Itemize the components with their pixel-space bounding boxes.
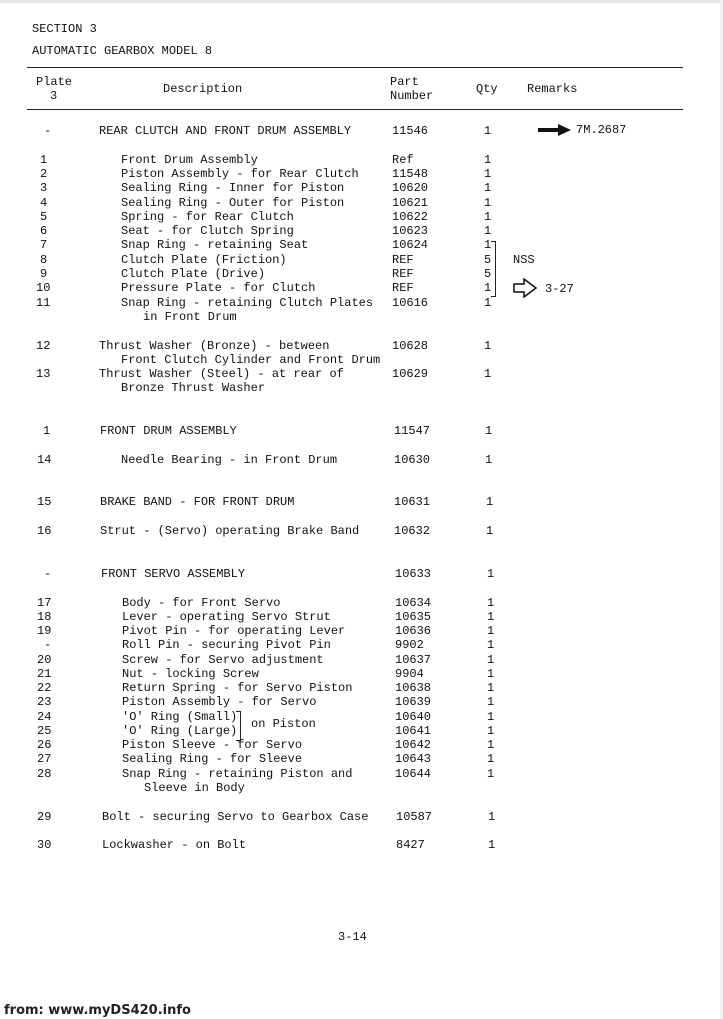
row-part-number: 10623 bbox=[392, 224, 429, 238]
row-description: Sealing Ring - Outer for Piston bbox=[121, 196, 345, 210]
row-description: Bolt - securing Servo to Gearbox Case bbox=[102, 810, 369, 824]
row-part-number: REF bbox=[392, 267, 414, 281]
row-plate: 25 bbox=[37, 724, 52, 738]
row-description-cont: Front Clutch Cylinder and Front Drum bbox=[121, 353, 381, 367]
row-qty: 1 bbox=[487, 710, 495, 724]
row-description: Piston Assembly - for Servo bbox=[122, 695, 317, 709]
row-part-number: 10641 bbox=[395, 724, 432, 738]
row-part-number: 10620 bbox=[392, 181, 429, 195]
row-part-number: REF bbox=[392, 281, 414, 295]
row-qty: 1 bbox=[487, 767, 495, 781]
row-plate: 20 bbox=[37, 653, 52, 667]
row-part-number: 10628 bbox=[392, 339, 429, 353]
row-part-number: 10631 bbox=[394, 495, 431, 509]
row-qty: 1 bbox=[488, 838, 496, 852]
row-qty: 1 bbox=[488, 810, 496, 824]
row-qty: 1 bbox=[486, 495, 494, 509]
row-description: Snap Ring - retaining Piston and bbox=[122, 767, 353, 781]
row-qty: 1 bbox=[487, 624, 495, 638]
row-description: Needle Bearing - in Front Drum bbox=[121, 453, 338, 467]
row-description: Seat - for Clutch Spring bbox=[121, 224, 294, 238]
row-plate: 12 bbox=[36, 339, 51, 353]
row-part-number: 10636 bbox=[395, 624, 432, 638]
row-plate: 29 bbox=[37, 810, 52, 824]
row-qty: 1 bbox=[484, 124, 492, 138]
row-plate: 21 bbox=[37, 667, 52, 681]
row-qty: 1 bbox=[485, 453, 493, 467]
row-description: Clutch Plate (Drive) bbox=[121, 267, 266, 281]
row-plate: 18 bbox=[37, 610, 52, 624]
row-description: Snap Ring - retaining Clutch Plates bbox=[121, 296, 374, 310]
row-part-number: 10630 bbox=[394, 453, 431, 467]
remark-see-page: 3-27 bbox=[545, 282, 574, 296]
row-qty: 1 bbox=[487, 567, 495, 581]
row-plate: - bbox=[44, 124, 52, 138]
row-part-number: 10637 bbox=[395, 653, 432, 667]
row-qty: 1 bbox=[487, 610, 495, 624]
remark-on-piston: on Piston bbox=[251, 717, 316, 731]
row-plate: 7 bbox=[40, 238, 48, 252]
row-description: Pivot Pin - for operating Lever bbox=[122, 624, 346, 638]
row-plate: 4 bbox=[40, 196, 48, 210]
row-plate: - bbox=[44, 567, 52, 581]
row-plate: 6 bbox=[40, 224, 48, 238]
row-qty: 1 bbox=[484, 167, 492, 181]
row-part-number: 11548 bbox=[392, 167, 429, 181]
row-description: Sealing Ring - Inner for Piston bbox=[121, 181, 345, 195]
row-part-number: 10644 bbox=[395, 767, 432, 781]
row-qty: 1 bbox=[484, 296, 492, 310]
section-title: SECTION 3 bbox=[32, 22, 97, 36]
row-description: Lever - operating Servo Strut bbox=[122, 610, 331, 624]
row-description: FRONT DRUM ASSEMBLY bbox=[100, 424, 237, 438]
header-top-rule bbox=[27, 67, 683, 68]
row-qty: 5 bbox=[484, 253, 492, 267]
remark-nss: NSS bbox=[513, 253, 535, 267]
row-description: Body - for Front Servo bbox=[122, 596, 281, 610]
row-qty: 1 bbox=[484, 281, 492, 295]
o-ring-bracket bbox=[236, 711, 241, 741]
row-qty: 1 bbox=[484, 196, 492, 210]
row-qty: 5 bbox=[484, 267, 492, 281]
row-plate: 23 bbox=[37, 695, 52, 709]
row-description: Return Spring - for Servo Piston bbox=[122, 681, 353, 695]
row-description: Thrust Washer (Steel) - at rear of bbox=[99, 367, 344, 381]
row-plate: - bbox=[44, 638, 52, 652]
row-description: 'O' Ring (Large) bbox=[122, 724, 238, 738]
row-description: Strut - (Servo) operating Brake Band bbox=[100, 524, 360, 538]
row-qty: 1 bbox=[487, 681, 495, 695]
row-description: Clutch Plate (Friction) bbox=[121, 253, 287, 267]
row-qty: 1 bbox=[484, 181, 492, 195]
row-qty: 1 bbox=[484, 153, 492, 167]
remark-supersede: 7M.2687 bbox=[576, 123, 627, 137]
row-part-number: 10621 bbox=[392, 196, 429, 210]
row-qty: 1 bbox=[484, 339, 492, 353]
model-title: AUTOMATIC GEARBOX MODEL 8 bbox=[32, 44, 213, 58]
col-description: Description bbox=[163, 82, 243, 96]
nss-bracket bbox=[491, 241, 496, 297]
row-plate: 26 bbox=[37, 738, 52, 752]
row-part-number: 10622 bbox=[392, 210, 429, 224]
row-qty: 1 bbox=[487, 667, 495, 681]
row-qty: 1 bbox=[484, 224, 492, 238]
col-remarks: Remarks bbox=[527, 82, 578, 96]
row-description: Piston Sleeve - for Servo bbox=[122, 738, 303, 752]
row-description: Nut - locking Screw bbox=[122, 667, 259, 681]
row-qty: 1 bbox=[484, 210, 492, 224]
row-description: Thrust Washer (Bronze) - between bbox=[99, 339, 330, 353]
col-part-line1: Part bbox=[390, 75, 419, 89]
row-plate: 11 bbox=[36, 296, 51, 310]
row-part-number: 10643 bbox=[395, 752, 432, 766]
arrow-right-outline-icon bbox=[512, 278, 538, 298]
row-description: Front Drum Assembly bbox=[121, 153, 258, 167]
row-description-cont: Bronze Thrust Washer bbox=[121, 381, 266, 395]
arrow-right-solid-icon bbox=[538, 123, 572, 137]
row-plate: 2 bbox=[40, 167, 48, 181]
row-description: Spring - for Rear Clutch bbox=[121, 210, 294, 224]
row-qty: 1 bbox=[484, 367, 492, 381]
row-part-number: 10638 bbox=[395, 681, 432, 695]
row-part-number: REF bbox=[392, 253, 414, 267]
row-description: Lockwasher - on Bolt bbox=[102, 838, 247, 852]
row-qty: 1 bbox=[485, 424, 493, 438]
row-plate: 15 bbox=[37, 495, 52, 509]
row-plate: 17 bbox=[37, 596, 52, 610]
row-plate: 22 bbox=[37, 681, 52, 695]
row-qty: 1 bbox=[487, 596, 495, 610]
row-description-cont: in Front Drum bbox=[143, 310, 237, 324]
row-plate: 14 bbox=[37, 453, 52, 467]
source-footer: from: www.myDS420.info bbox=[4, 1003, 191, 1018]
row-description: FRONT SERVO ASSEMBLY bbox=[101, 567, 246, 581]
row-description: BRAKE BAND - FOR FRONT DRUM bbox=[100, 495, 295, 509]
row-description: Screw - for Servo adjustment bbox=[122, 653, 324, 667]
row-part-number: 9902 bbox=[395, 638, 424, 652]
row-plate: 28 bbox=[37, 767, 52, 781]
row-qty: 1 bbox=[487, 724, 495, 738]
row-description-cont: Sleeve in Body bbox=[144, 781, 245, 795]
row-part-number: 10634 bbox=[395, 596, 432, 610]
row-plate: 19 bbox=[37, 624, 52, 638]
row-part-number: 10629 bbox=[392, 367, 429, 381]
row-description: Piston Assembly - for Rear Clutch bbox=[121, 167, 359, 181]
col-plate-line2: 3 bbox=[50, 89, 58, 103]
col-part-line2: Number bbox=[390, 89, 434, 103]
page-number: 3-14 bbox=[338, 930, 367, 944]
row-plate: 9 bbox=[40, 267, 48, 281]
row-part-number: 10632 bbox=[394, 524, 431, 538]
row-part-number: 10624 bbox=[392, 238, 429, 252]
row-description: Roll Pin - securing Pivot Pin bbox=[122, 638, 331, 652]
row-plate: 8 bbox=[40, 253, 48, 267]
row-qty: 1 bbox=[484, 238, 492, 252]
row-plate: 30 bbox=[37, 838, 52, 852]
header-bottom-rule bbox=[27, 109, 683, 110]
row-plate: 24 bbox=[37, 710, 52, 724]
row-plate: 1 bbox=[40, 153, 48, 167]
row-qty: 1 bbox=[487, 738, 495, 752]
row-part-number: 8427 bbox=[396, 838, 425, 852]
row-part-number: Ref bbox=[392, 153, 414, 167]
col-plate-line1: Plate bbox=[36, 75, 73, 89]
row-plate: 13 bbox=[36, 367, 51, 381]
row-part-number: 11547 bbox=[394, 424, 431, 438]
row-description: Pressure Plate - for Clutch bbox=[121, 281, 316, 295]
row-description: REAR CLUTCH AND FRONT DRUM ASSEMBLY bbox=[99, 124, 352, 138]
row-description: Sealing Ring - for Sleeve bbox=[122, 752, 303, 766]
row-qty: 1 bbox=[486, 524, 494, 538]
row-part-number: 9904 bbox=[395, 667, 424, 681]
row-part-number: 10642 bbox=[395, 738, 432, 752]
row-part-number: 10633 bbox=[395, 567, 432, 581]
row-part-number: 10587 bbox=[396, 810, 433, 824]
row-qty: 1 bbox=[487, 638, 495, 652]
row-qty: 1 bbox=[487, 653, 495, 667]
row-qty: 1 bbox=[487, 752, 495, 766]
row-plate: 5 bbox=[40, 210, 48, 224]
row-plate: 1 bbox=[43, 424, 51, 438]
row-part-number: 10640 bbox=[395, 710, 432, 724]
row-qty: 1 bbox=[487, 695, 495, 709]
row-plate: 3 bbox=[40, 181, 48, 195]
row-description: 'O' Ring (Small) bbox=[122, 710, 238, 724]
row-plate: 27 bbox=[37, 752, 52, 766]
row-plate: 10 bbox=[36, 281, 51, 295]
row-description: Snap Ring - retaining Seat bbox=[121, 238, 309, 252]
col-qty: Qty bbox=[476, 82, 498, 96]
row-part-number: 10635 bbox=[395, 610, 432, 624]
scan-top-edge bbox=[0, 0, 723, 3]
row-part-number: 10616 bbox=[392, 296, 429, 310]
row-part-number: 11546 bbox=[392, 124, 429, 138]
row-part-number: 10639 bbox=[395, 695, 432, 709]
row-plate: 16 bbox=[37, 524, 52, 538]
